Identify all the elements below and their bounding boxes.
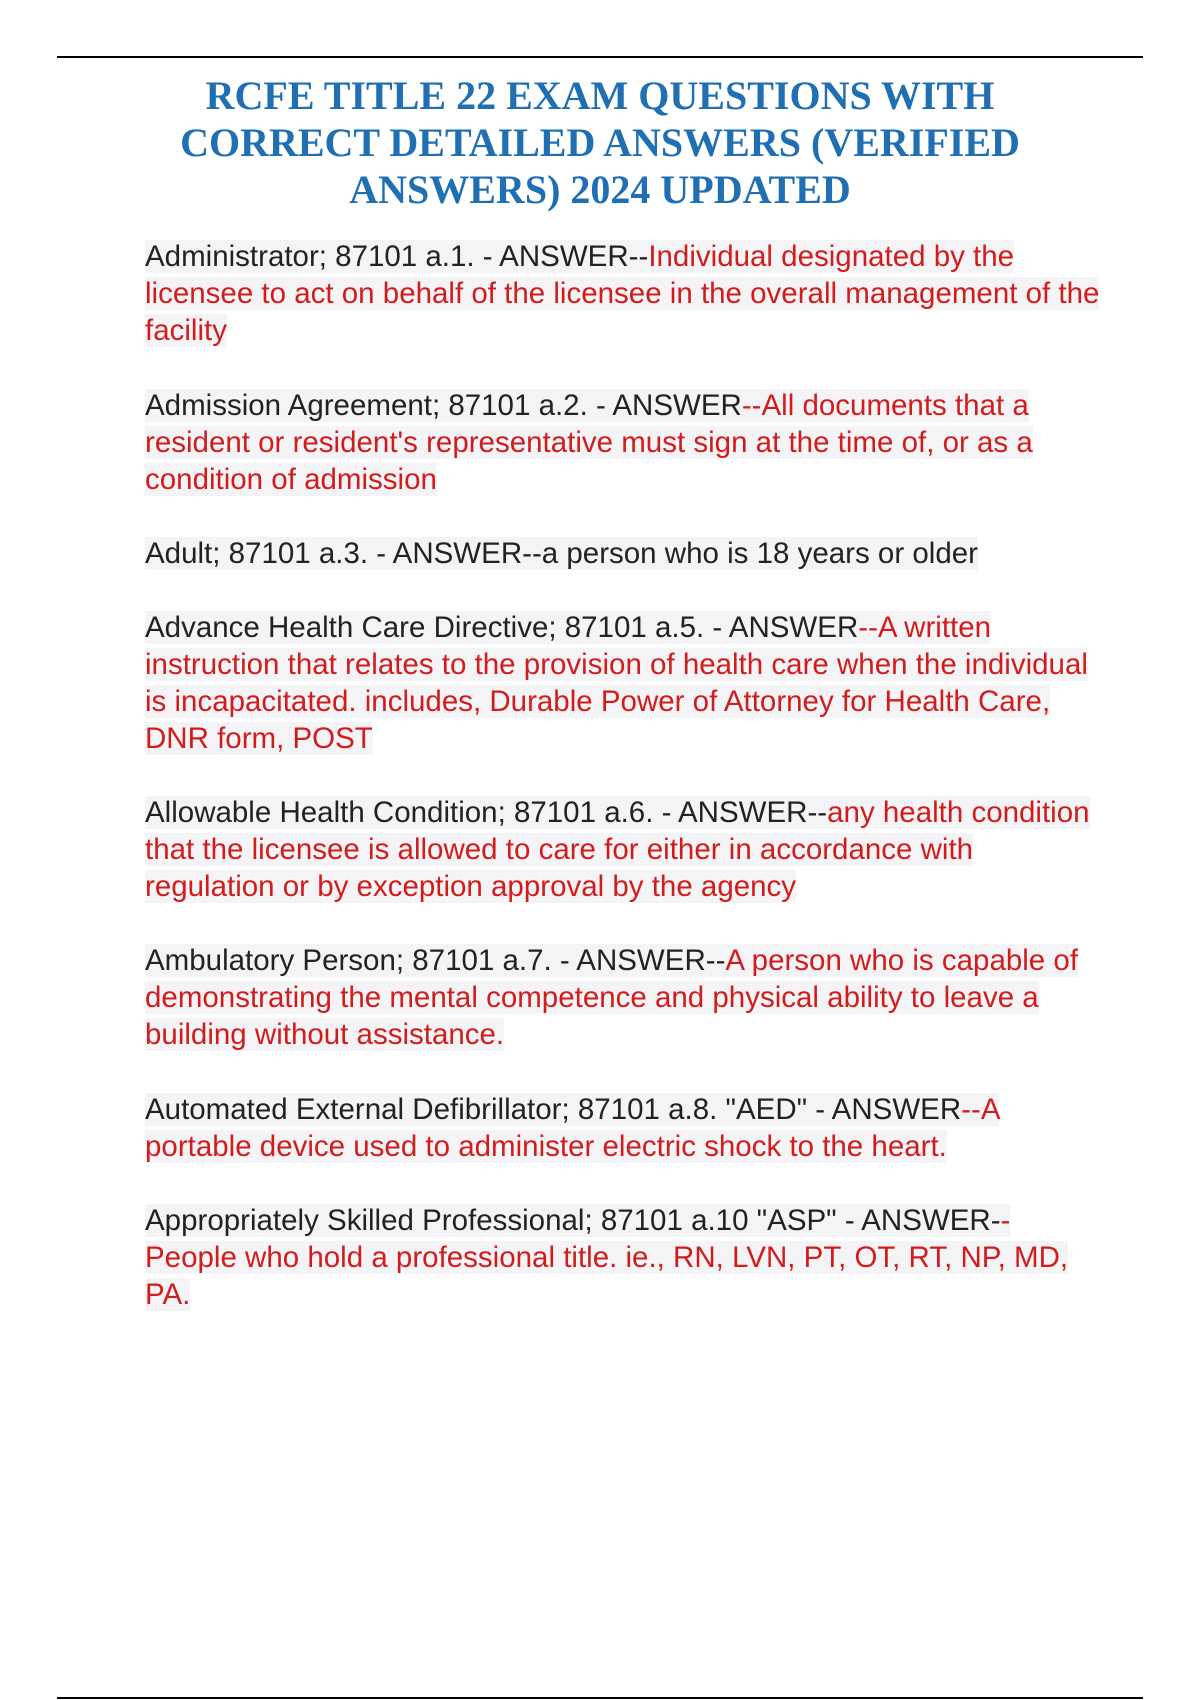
list-item [145,609,1100,757]
entry-term: Allowable Health Condition; 87101 a.6. - ANSWER-- [145,796,828,829]
list-item [145,1091,1100,1165]
entry-term: Administrator; 87101 a.1. - ANSWER-- [145,240,649,273]
entry-list [145,238,1100,1313]
list-item [145,387,1100,498]
list-item [145,942,1100,1053]
page-title: RCFE TITLE 22 EXAM QUESTIONS WITH CORRECT DETAILED ANSWERS (VERIFIED ANSWERS) 2024 UPDATED [180,73,1020,212]
entry-term: Appropriately Skilled Professional; 87101 a.10 "ASP" - ANSWER- [145,1204,1001,1237]
entry-answer: -People who hold a professional title. ie., RN, LVN, PT, OT, RT, NP, MD, PA. [145,1204,1069,1311]
list-item [145,1202,1100,1313]
entry-term: Automated External Defibrillator; 87101 a.8. "AED" - ANSWER [145,1093,962,1126]
top-rule [57,56,1143,58]
entry-answer: --All documents that a resident or resident's representative must sign at the time of, or as a condition of admission [145,389,1033,496]
list-item [145,535,1100,572]
bottom-rule [57,1697,1143,1699]
list-item [145,238,1100,349]
entry-answer: --A portable device used to administer electric shock to the heart. [145,1093,999,1163]
entry-term: Advance Health Care Directive; 87101 a.5. - ANSWER [145,611,859,644]
entry-answer: --A written instruction that relates to the provision of health care when the individual is incapacitated. includes, Durable Power of Attorney for Health Care, DNR form, POST [145,611,1088,755]
entry-answer: any health condition that the licensee is allowed to care for either in accordance with regulation or by exception approval by the agency [145,796,1090,903]
list-item [145,794,1100,905]
entry-term: Adult; 87101 a.3. - ANSWER--a person who is 18 years or older [145,537,978,570]
entry-term: Admission Agreement; 87101 a.2. - ANSWER [145,389,742,422]
entry-answer: A person who is capable of demonstrating the mental competence and physical ability to leave a building without assistance. [145,944,1079,1051]
entry-term: Ambulatory Person; 87101 a.7. - ANSWER-- [145,944,726,977]
entry-answer: Individual designated by the licensee to act on behalf of the licensee in the overall management of the facility [145,240,1100,347]
